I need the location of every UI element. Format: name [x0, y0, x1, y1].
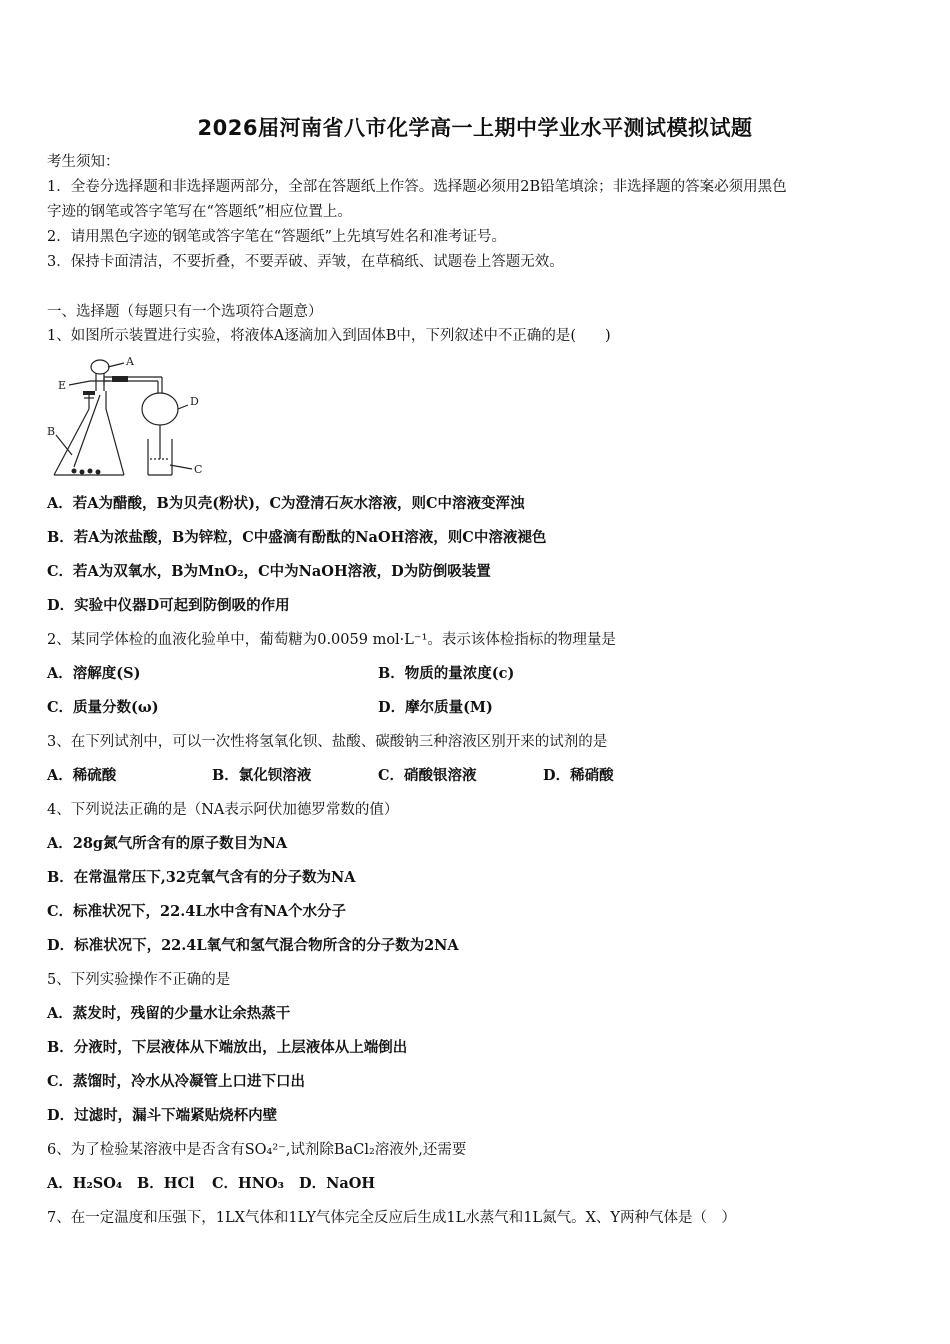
q1-option-a: A．若A为醋酸，B为贝壳(粉状)，C为澄清石灰水溶液，则C中溶液变浑浊	[47, 495, 525, 512]
q5-option-b: B．分液时，下层液体从下端放出，上层液体从上端倒出	[47, 1039, 408, 1056]
notice-item: 字迹的钢笔或答字笔写在“答题纸”相应位置上。	[47, 204, 352, 220]
q6-option-b: B．HCl	[137, 1175, 195, 1192]
question-5-stem: 5、下列实验操作不正确的是	[47, 972, 231, 988]
q3-option-d: D．稀硝酸	[543, 767, 614, 784]
question-6-stem: 6、为了检验某溶液中是否含有SO₄²⁻,试剂除BaCl₂溶液外,还需要	[47, 1142, 467, 1158]
fig-label-e: E	[58, 379, 67, 392]
notice-item: 3．保持卡面清洁，不要折叠，不要弄破、弄皱，在草稿纸、试题卷上答题无效。	[47, 254, 564, 270]
fig-label-c: C	[194, 463, 203, 476]
q6-option-c: C．HNO₃	[212, 1175, 284, 1192]
q6-option-a: A．H₂SO₄	[47, 1175, 123, 1192]
fig-label-d: D	[190, 395, 199, 408]
q2-option-d: D．摩尔质量(M)	[378, 699, 493, 716]
q4-option-c: C．标准状况下，22.4L水中含有NA个水分子	[47, 903, 347, 920]
q4-option-b: B．在常温常压下,32克氧气含有的分子数为NA	[47, 869, 356, 886]
q1-option-d: D．实验中仪器D可起到防倒吸的作用	[47, 597, 290, 614]
notice-heading: 考生须知：	[47, 154, 120, 170]
question-7-stem: 7、在一定温度和压强下，1LX气体和1LY气体完全反应后生成1L水蒸气和1L氮气。X、Y两种气体是（ ）	[47, 1210, 737, 1226]
notice-item: 2．请用黑色字迹的钢笔或答字笔在“答题纸”上先填写姓名和准考证号。	[47, 229, 507, 245]
page-title: 2026届河南省八市化学高一上期中学业水平测试模拟试题	[197, 116, 753, 140]
fig-label-a: A	[126, 355, 134, 368]
q2-option-b: B．物质的量浓度(c)	[378, 665, 515, 682]
q2-option-a: A．溶解度(S)	[47, 665, 141, 682]
q5-option-a: A．蒸发时，残留的少量水让余热蒸干	[47, 1005, 291, 1022]
question-3-stem: 3、在下列试剂中，可以一次性将氢氧化钡、盐酸、碳酸钠三种溶液区别开来的试剂的是	[47, 734, 608, 750]
q1-option-c: C．若A为双氧水，B为MnO₂，C中为NaOH溶液，D为防倒吸装置	[47, 563, 491, 580]
apparatus-diagram	[44, 355, 214, 483]
fig-label-b: B	[47, 425, 56, 438]
question-4-stem: 4、下列说法正确的是（NA表示阿伏加德罗常数的值）	[47, 802, 399, 818]
q1-option-b: B．若A为浓盐酸，B为锌粒，C中盛滴有酚酞的NaOH溶液，则C中溶液褪色	[47, 529, 547, 546]
q5-option-c: C．蒸馏时，冷水从冷凝管上口进下口出	[47, 1073, 306, 1090]
q3-option-b: B．氯化钡溶液	[212, 767, 312, 784]
q5-option-d: D．过滤时，漏斗下端紧贴烧杯内壁	[47, 1107, 278, 1124]
q2-option-c: C．质量分数(ω)	[47, 699, 159, 716]
question-2-stem: 2、某同学体检的血液化验单中，葡萄糖为0.0059 mol·L⁻¹。表示该体检指标的物理量是	[47, 632, 616, 648]
q3-option-a: A．稀硫酸	[47, 767, 117, 784]
q3-option-c: C．硝酸银溶液	[378, 767, 477, 784]
notice-item: 1．全卷分选择题和非选择题两部分，全部在答题纸上作答。选择题必须用2B铅笔填涂；非选择题的答案必须用黑色	[47, 179, 787, 195]
q4-option-a: A．28g氮气所含有的原子数目为NA	[47, 835, 288, 852]
q4-option-d: D．标准状况下，22.4L氧气和氢气混合物所含的分子数为2NA	[47, 937, 459, 954]
q6-option-d: D．NaOH	[299, 1175, 376, 1192]
section-heading: 一、选择题（每题只有一个选项符合题意）	[47, 304, 323, 320]
question-1-stem: 1、如图所示装置进行实验，将液体A逐滴加入到固体B中，下列叙述中不正确的是( )	[47, 328, 611, 344]
